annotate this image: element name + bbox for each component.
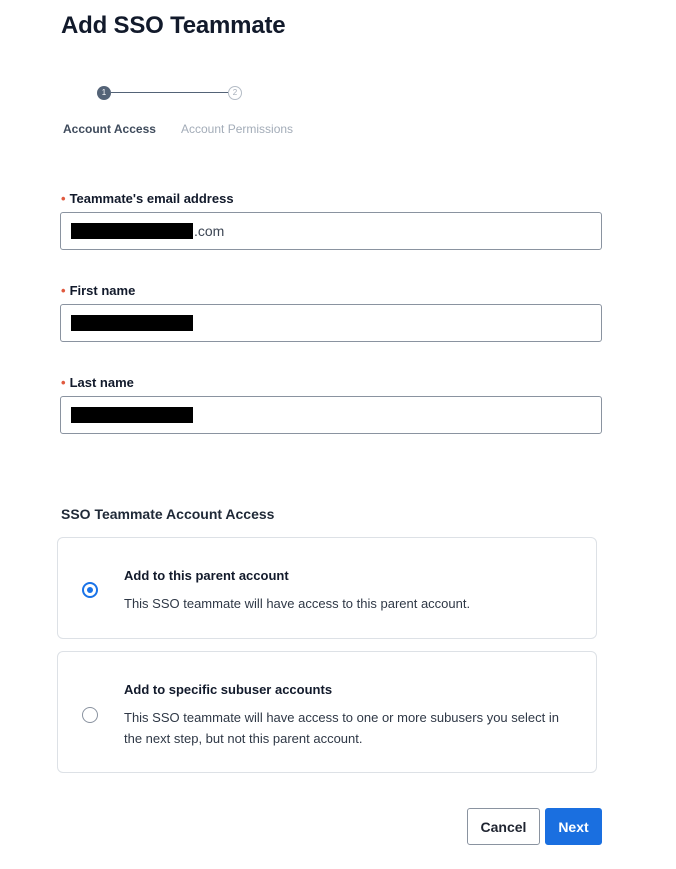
option-parent-account[interactable] <box>57 537 597 639</box>
required-marker: • <box>61 375 66 390</box>
first-name-label: • First name <box>61 283 136 298</box>
option-description: This SSO teammate will have access to one or more subusers you select in the next step, but not this parent account. <box>124 710 559 746</box>
email-field[interactable] <box>60 212 602 250</box>
last-name-field[interactable] <box>60 396 602 434</box>
step-2-indicator: 2 <box>228 86 242 100</box>
step-1-label: Account Access <box>63 122 156 136</box>
step-1-indicator: 1 <box>97 86 111 100</box>
last-name-label: • Last name <box>61 375 134 390</box>
redacted-text <box>71 223 193 239</box>
page-title: Add SSO Teammate <box>61 12 286 39</box>
email-suffix: .com <box>194 223 225 239</box>
email-label: • Teammate's email address <box>61 191 234 206</box>
step-connector-line <box>111 92 228 93</box>
option-subuser-accounts[interactable] <box>57 651 597 773</box>
step-2-label: Account Permissions <box>181 122 294 136</box>
radio-subuser-accounts[interactable] <box>82 707 98 723</box>
option-description: This SSO teammate will have access to this parent account. <box>124 596 471 611</box>
access-section-title: SSO Teammate Account Access <box>61 506 275 522</box>
next-button[interactable]: Next <box>545 808 602 845</box>
required-marker: • <box>61 191 66 206</box>
required-marker: • <box>61 283 66 298</box>
radio-parent-account[interactable] <box>82 582 98 598</box>
first-name-field[interactable] <box>60 304 602 342</box>
redacted-text <box>71 315 193 331</box>
option-title: Add to specific subuser accounts <box>124 682 333 697</box>
option-title: Add to this parent account <box>124 568 289 583</box>
redacted-text <box>71 407 193 423</box>
cancel-button[interactable]: Cancel <box>467 808 540 845</box>
